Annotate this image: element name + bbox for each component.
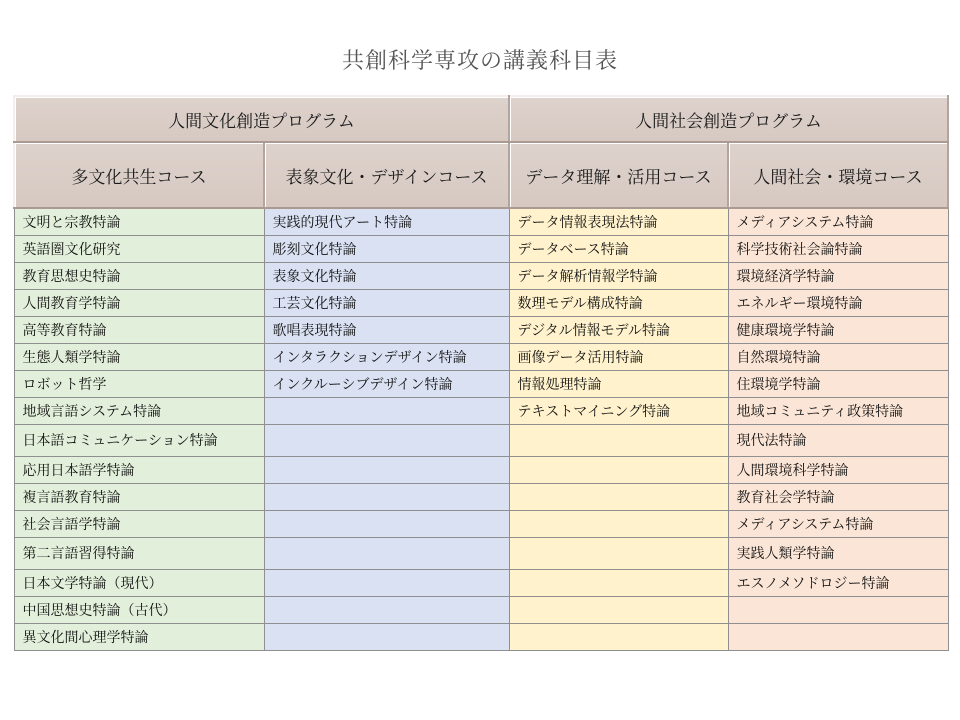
table-row: [14, 289, 948, 316]
subject-cell: 日本語コミュニケーション特論: [14, 424, 264, 456]
subject-cell: [728, 623, 948, 650]
course-header-data: データ理解・活用コース: [509, 142, 728, 208]
subject-cell: 環境経済学特論: [728, 262, 948, 289]
subject-cell: 複言語教育特論: [14, 483, 264, 510]
subject-cell: 歌唱表現特論: [264, 316, 509, 343]
subject-cell: 科学技術社会論特論: [728, 235, 948, 262]
course-header-society-environment: 人間社会・環境コース: [728, 142, 948, 208]
subject-cell: [264, 569, 509, 596]
table-row: [14, 235, 948, 262]
subject-cell: 中国思想史特論（古代）: [14, 596, 264, 623]
subject-cell: 健康環境学特論: [728, 316, 948, 343]
subject-cell: [509, 510, 728, 537]
course-header-multicultural: 多文化共生コース: [14, 142, 264, 208]
table-row: [14, 623, 948, 650]
subject-cell: エネルギー環境特論: [728, 289, 948, 316]
subject-cell: 数理モデル構成特論: [509, 289, 728, 316]
table-row: [14, 537, 948, 569]
subject-cell: [509, 569, 728, 596]
table-row: [14, 510, 948, 537]
subject-cell: 第二言語習得特論: [14, 537, 264, 569]
subject-cell: 教育思想史特論: [14, 262, 264, 289]
subject-cell: [509, 456, 728, 483]
table-row: [14, 596, 948, 623]
subject-cell: [509, 483, 728, 510]
table-row: [14, 262, 948, 289]
table-row: [14, 456, 948, 483]
subject-cell: 生態人類学特論: [14, 343, 264, 370]
subject-cell: 応用日本語学特論: [14, 456, 264, 483]
subject-cell: [264, 397, 509, 424]
subject-cell: 彫刻文化特論: [264, 235, 509, 262]
course-table: [13, 95, 949, 651]
table-row: [14, 397, 948, 424]
subject-cell: 実践人類学特論: [728, 537, 948, 569]
subject-cell: 情報処理特論: [509, 370, 728, 397]
subject-cell: 人間環境科学特論: [728, 456, 948, 483]
subject-cell: メディアシステム特論: [728, 208, 948, 235]
page-title: 共創科学専攻の講義科目表: [341, 49, 618, 74]
table-row: [14, 208, 948, 235]
course-table-body: [14, 208, 948, 650]
subject-cell: デジタル情報モデル特論: [509, 316, 728, 343]
subject-cell: 工芸文化特論: [264, 289, 509, 316]
subject-cell: [728, 596, 948, 623]
subject-cell: メディアシステム特論: [728, 510, 948, 537]
subject-cell: 社会言語学特論: [14, 510, 264, 537]
program-header-culture: 人間文化創造プログラム: [14, 96, 509, 142]
subject-cell: 現代法特論: [728, 424, 948, 456]
table-row: [14, 343, 948, 370]
subject-cell: [264, 623, 509, 650]
subject-cell: 地域コミュニティ政策特論: [728, 397, 948, 424]
subject-cell: 自然環境特論: [728, 343, 948, 370]
program-header-society: 人間社会創造プログラム: [509, 96, 948, 142]
subject-cell: 英語圏文化研究: [14, 235, 264, 262]
subject-cell: [264, 456, 509, 483]
subject-cell: 画像データ活用特論: [509, 343, 728, 370]
subject-cell: 住環境学特論: [728, 370, 948, 397]
subject-cell: インクルーシブデザイン特論: [264, 370, 509, 397]
subject-cell: [264, 483, 509, 510]
subject-cell: 教育社会学特論: [728, 483, 948, 510]
subject-cell: テキストマイニング特論: [509, 397, 728, 424]
table-row: [14, 370, 948, 397]
subject-cell: エスノメソドロジー特論: [728, 569, 948, 596]
subject-cell: 異文化間心理学特論: [14, 623, 264, 650]
subject-cell: [264, 537, 509, 569]
subject-cell: [509, 623, 728, 650]
subject-cell: 文明と宗教特論: [14, 208, 264, 235]
table-row: [14, 316, 948, 343]
subject-cell: [509, 424, 728, 456]
subject-cell: データベース特論: [509, 235, 728, 262]
subject-cell: データ解析情報学特論: [509, 262, 728, 289]
subject-cell: [509, 596, 728, 623]
subject-cell: 表象文化特論: [264, 262, 509, 289]
subject-cell: データ情報表現法特論: [509, 208, 728, 235]
table-row: [14, 424, 948, 456]
course-header-representation-design: 表象文化・デザインコース: [264, 142, 509, 208]
subject-cell: 地域言語システム特論: [14, 397, 264, 424]
subject-cell: [509, 537, 728, 569]
subject-cell: インタラクションデザイン特論: [264, 343, 509, 370]
table-row: [14, 569, 948, 596]
subject-cell: 日本文学特論（現代）: [14, 569, 264, 596]
subject-cell: 高等教育特論: [14, 316, 264, 343]
subject-cell: 実践的現代アート特論: [264, 208, 509, 235]
subject-cell: [264, 424, 509, 456]
table-row: [14, 483, 948, 510]
subject-cell: 人間教育学特論: [14, 289, 264, 316]
subject-cell: ロボット哲学: [14, 370, 264, 397]
subject-cell: [264, 510, 509, 537]
subject-cell: [264, 596, 509, 623]
